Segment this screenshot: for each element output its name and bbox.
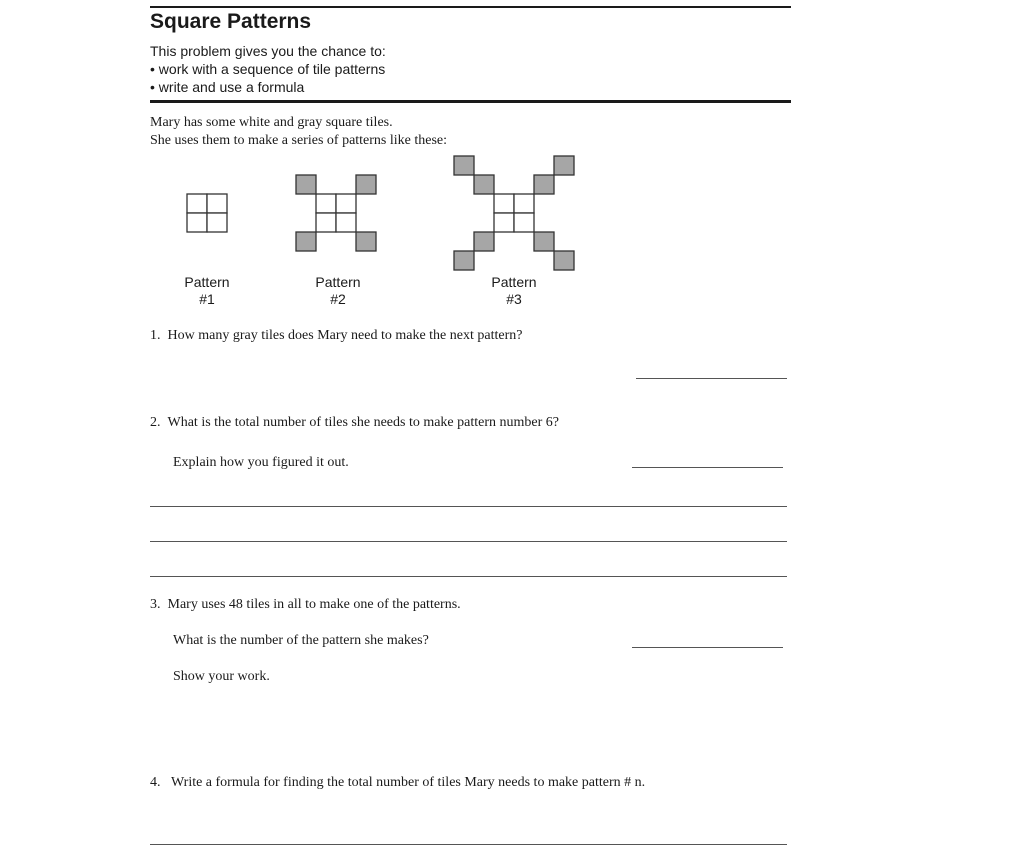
setup-line-1: Mary has some white and gray square tiles.: [150, 115, 393, 130]
question-3-work: Show your work.: [173, 669, 270, 684]
pattern-number: #2: [330, 291, 346, 307]
explain-line[interactable]: [150, 576, 787, 577]
explain-line[interactable]: [150, 541, 787, 542]
white-tile: [207, 194, 227, 213]
question-number: 3.: [150, 597, 161, 612]
question-text: Write a formula for finding the total number of tiles Mary needs to make pattern # n.: [171, 775, 646, 790]
bullet-item: • write and use a formula: [150, 79, 305, 95]
white-tile: [514, 213, 534, 232]
gray-tile: [474, 175, 494, 194]
question-number: 4.: [150, 775, 161, 790]
question-text: How many gray tiles does Mary need to make the next pattern?: [167, 328, 523, 343]
question-2-followup: Explain how you figured it out.: [173, 455, 349, 470]
gray-tile: [554, 156, 574, 175]
question-number: 1.: [150, 328, 161, 343]
white-tile: [187, 213, 207, 232]
gray-tile: [554, 251, 574, 270]
pattern-3-label: [469, 274, 559, 308]
white-tile: [316, 213, 336, 232]
gray-tile: [454, 251, 474, 270]
gray-tile: [356, 175, 376, 194]
pattern-word: Pattern: [315, 274, 361, 290]
question-3: [150, 597, 461, 613]
white-tile: [207, 213, 227, 232]
question-number: 2.: [150, 415, 161, 430]
gray-tile: [534, 232, 554, 251]
gray-tile: [296, 175, 316, 194]
pattern-2-tiles: [296, 175, 376, 251]
question-4: [150, 775, 645, 791]
white-tile: [494, 194, 514, 213]
white-tile: [336, 194, 356, 213]
pattern-number: #1: [199, 291, 215, 307]
page-title: Square Patterns: [150, 10, 312, 33]
bullet-item: • work with a sequence of tile patterns: [150, 61, 386, 77]
pattern-number: #3: [506, 291, 522, 307]
gray-tile: [454, 156, 474, 175]
white-tile: [336, 213, 356, 232]
pattern-2-label: [293, 274, 383, 308]
pattern-1-tiles: [187, 194, 227, 232]
question-text: Mary uses 48 tiles in all to make one of the patterns.: [167, 597, 461, 612]
pattern-3-tiles: [454, 156, 574, 270]
white-tile: [494, 213, 514, 232]
bullet-text: work with a sequence of tile patterns: [158, 61, 386, 77]
bullet-text: write and use a formula: [158, 79, 305, 95]
white-tile: [187, 194, 207, 213]
gray-tile: [296, 232, 316, 251]
pattern-word: Pattern: [184, 274, 230, 290]
question-1: [150, 328, 522, 344]
white-tile: [514, 194, 534, 213]
gray-tile: [534, 175, 554, 194]
white-tile: [316, 194, 336, 213]
question-3-followup: What is the number of the pattern she makes?: [173, 633, 429, 648]
gray-tile: [356, 232, 376, 251]
answer-line-q3[interactable]: [632, 647, 783, 648]
setup-line-2: She uses them to make a series of patterns like these:: [150, 133, 448, 148]
intro-text: This problem gives you the chance to:: [150, 43, 386, 59]
explain-line[interactable]: [150, 506, 787, 507]
answer-line-q2[interactable]: [632, 467, 783, 468]
question-2: [150, 415, 559, 431]
question-text: What is the total number of tiles she needs to make pattern number 6?: [167, 415, 559, 430]
gray-tile: [474, 232, 494, 251]
pattern-word: Pattern: [491, 274, 537, 290]
tile-patterns-figure: [0, 0, 1026, 300]
pattern-1-label: [162, 274, 252, 308]
answer-line-q4[interactable]: [150, 844, 787, 845]
answer-line-q1[interactable]: [636, 378, 787, 379]
